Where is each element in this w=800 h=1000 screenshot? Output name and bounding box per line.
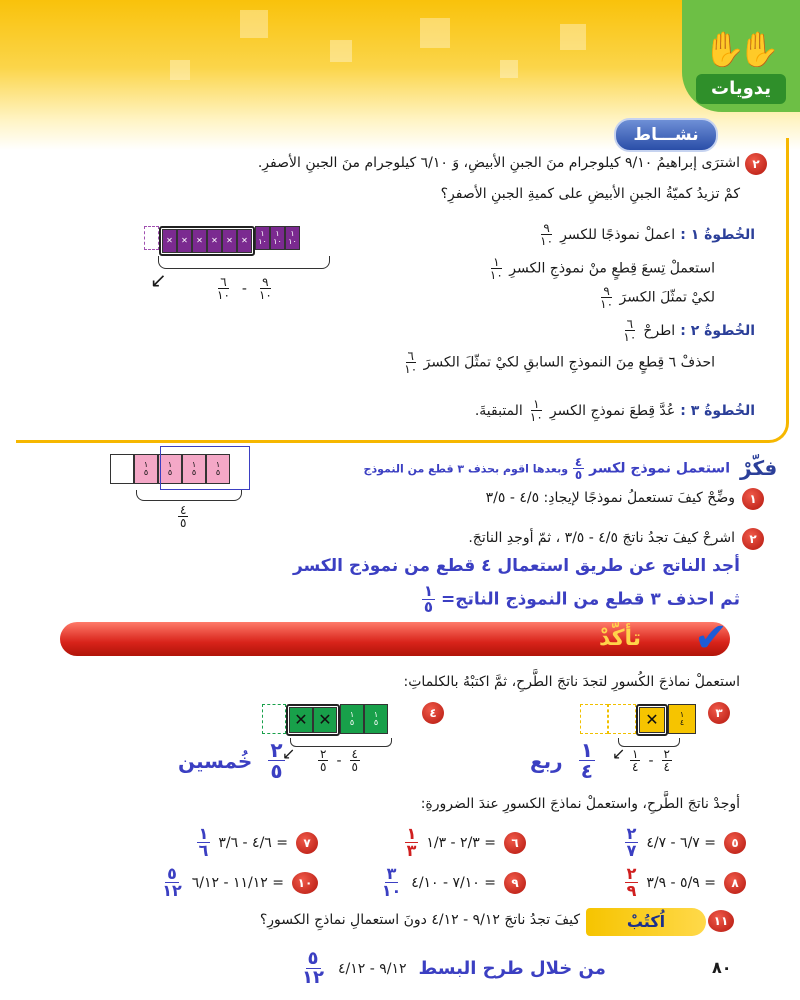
think-q1-badge: ١ <box>742 488 764 510</box>
ex4-expression: $\frac{٢}{٥}$ - $\frac{٤}{٥}$ <box>320 747 358 774</box>
step-3-heading: الخُطوةُ ٣ : عُدَّ قِطعَ نموذجِ الكسرِ $\frac{١}{١٠}$ المتبقيةَ. <box>474 397 755 424</box>
think-q1: وضِّحْ كيفَ تستعملُ نموذجًا لإيجادِ: ٤/٥ - ٣/٥ <box>485 490 735 506</box>
problem-line-2: كمْ تزيدُ كميّةُ الجبنِ الأبيضِ على كميةِ الجبنِ الأصفرِ؟ <box>440 186 740 202</box>
fifths-brace-fraction: $\frac{٤}{٥}$ <box>180 503 187 530</box>
fifths2-empty-cell <box>262 704 286 734</box>
ex4-answer: خُمسين $\frac{٢}{٥}$ <box>178 738 283 783</box>
exercise-7: ٧ ٤/٦ - ٣/٦ = $\frac{١}{٦}$ <box>168 826 318 859</box>
exercise-8: ٨ ٥/٩ - ٣/٩ = $\frac{٢}{٩}$ <box>566 866 746 899</box>
exercise-9: ٩ ٧/١٠ - ٤/١٠ = $\frac{٣}{١٠}$ <box>356 866 526 899</box>
tenths-crossed-cell: ✕ <box>162 229 177 253</box>
tenths-brace <box>158 256 330 269</box>
arrow-icon: ↙ <box>150 268 167 292</box>
step-2-desc-fraction: $\frac{٦}{١٠}$ <box>404 349 418 376</box>
tenths-crossed-cell: ✕ <box>192 229 207 253</box>
tenths-crossed-cell: ✕ <box>222 229 237 253</box>
ex3-brace <box>618 738 680 747</box>
problem-badge: ٢ <box>745 153 767 175</box>
fifths-cell: ١ ٥ <box>182 454 206 484</box>
activity-label: نشـــاط <box>614 118 718 152</box>
ex3-answer: ربع $\frac{١}{٤}$ <box>530 738 593 783</box>
instruction-2: أوجدْ ناتجَ الطَّرحِ، واستعملْ نماذجَ الكسورِ عندَ الضرورةِ: <box>420 796 740 812</box>
tenths-remaining-cell: ١ ١٠ <box>285 226 300 250</box>
tenths-remaining-cell: ١ ١٠ <box>255 226 270 250</box>
step-2-fraction: $\frac{٦}{١٠}$ <box>623 317 637 344</box>
quarters-cell: ١ ٤ <box>668 704 696 734</box>
ex4-brace <box>290 738 392 747</box>
step-1-text: اعملْ نموذجًا للكسرِ <box>560 227 676 243</box>
fifths2-removed-group <box>286 704 340 736</box>
tenths-crossed-cell: ✕ <box>177 229 192 253</box>
fifths-brace <box>136 490 242 501</box>
tenths-expression: $\frac{٦}{١٠}$ - $\frac{٩}{١٠}$ <box>217 275 272 302</box>
step-1-desc-1-fraction: $\frac{١}{١٠}$ <box>489 255 503 282</box>
confirm-label: تأكّدْ <box>598 626 642 651</box>
think-q2-badge: ٢ <box>742 528 764 550</box>
exercise-10: ١٠ ١١/١٢ - ٦/١٢ = $\frac{٥}{١٢}$ <box>136 866 318 899</box>
fifths2-crossed-cell: ✕ <box>313 707 337 733</box>
quarters-empty-cell <box>580 704 608 734</box>
note-fraction: $\frac{٤}{٥}$ <box>574 455 583 482</box>
step-1-desc-1: استعملْ تِسعَ قِطعٍ منْ نموذجِ الكسرِ $\frac{١}{١٠}$ <box>489 255 715 282</box>
think-label: فكّرْ <box>740 456 778 480</box>
problem-line-1: اشترَى إبراهيمُ ٩/١٠ كيلوجرام منَ الجبنِ الأبيضِ، وَ ٦/١٠ كيلوجرام منَ الجبنِ الأصفرِ. <box>257 155 740 171</box>
tenths-model <box>144 226 300 256</box>
tenths-crossed-cell: ✕ <box>207 229 222 253</box>
quarters-model <box>580 704 696 736</box>
step-2-heading: الخُطوةُ ٢ : اطرحْ $\frac{٦}{١٠}$ <box>623 317 755 344</box>
fifths-model-2 <box>262 704 388 736</box>
tenths-removed-group <box>159 226 255 256</box>
confirm-instruction: استعملْ نماذجَ الكُسورِ لتجدَ ناتجَ الطَّرحِ، ثمَّ اكتبْهُ بالكلماتِ: <box>403 674 740 690</box>
fifths-cell: ١ ٥ <box>206 454 230 484</box>
think-answer-line-1: أجد الناتج عن طريق استعمال ٤ قطع من نموذج الكسر <box>292 556 740 576</box>
checkmark-icon: ✔ <box>694 615 728 661</box>
ex4-badge: ٤ <box>422 702 444 724</box>
manipulatives-label: يدويات <box>696 74 786 104</box>
arrow-icon: ↙ <box>612 744 626 763</box>
write-badge: ١١ <box>708 910 734 932</box>
tenths-remaining-cell: ١ ١٠ <box>270 226 285 250</box>
ex3-expression: $\frac{١}{٤}$ - $\frac{٢}{٤}$ <box>632 747 670 774</box>
think-answer-line-2: ثم احذف ٣ قطع من النموذج الناتج= $\frac{١}{٥}$ <box>423 582 740 616</box>
fifths-empty-cell <box>110 454 134 484</box>
fifths-selection-box <box>160 446 250 490</box>
exercise-6: ٦ ٢/٣ - ١/٣ = $\frac{١}{٣}$ <box>376 826 526 859</box>
page-number: ٨٠ <box>712 958 732 977</box>
hands-icon: ✋✋ <box>703 30 772 70</box>
step-2-desc: احذفْ ٦ قِطعٍ مِنَ النموذجِ السابقِ لكيْ تمثّلَ الكسرَ $\frac{٦}{١٠}$ <box>404 349 715 376</box>
think-answer-fraction: $\frac{١}{٥}$ <box>423 582 434 616</box>
exercise-5: ٥ ٦/٧ - ٤/٧ = $\frac{٢}{٧}$ <box>566 826 746 859</box>
fifths2-crossed-cell: ✕ <box>289 707 313 733</box>
step-1-desc-2: لكيْ تمثّلَ الكسرَ $\frac{٩}{١٠}$ <box>600 284 715 311</box>
write-answer: من خلال طرح البسط ٩/١٢ - ٤/١٢ $\frac{٥}{١٢}$ <box>302 948 606 988</box>
tenths-empty-cell <box>144 226 159 250</box>
tenths-crossed-cell: ✕ <box>237 229 252 253</box>
write-label: اُكتُبْ <box>586 908 706 936</box>
fifths-cell: ١ ٥ <box>158 454 182 484</box>
arrow-icon: ↙ <box>282 744 296 763</box>
quarters-empty-cell <box>608 704 636 734</box>
step-1-desc-2-fraction: $\frac{٩}{١٠}$ <box>600 284 614 311</box>
fifths2-cell: ١ ٥ <box>340 704 364 734</box>
step-1-fraction: $\frac{٩}{١٠}$ <box>540 221 554 248</box>
quarters-removed-group <box>636 704 668 736</box>
fifths2-cell: ١ ٥ <box>364 704 388 734</box>
write-question: كيفَ تجدُ ناتجَ ٩/١٢ - ٤/١٢ دونَ استعمالِ نماذجِ الكسورِ؟ <box>259 912 580 928</box>
expr-fraction: $\frac{٩}{١٠}$ <box>258 275 272 302</box>
step-1-label: الخُطوةُ ١ : <box>680 227 755 243</box>
fifths-cell: ١ ٥ <box>134 454 158 484</box>
quarters-crossed-cell: ✕ <box>639 707 665 733</box>
expr-fraction: $\frac{٦}{١٠}$ <box>217 275 230 302</box>
step-3-fraction: $\frac{١}{١٠}$ <box>529 397 543 424</box>
ex3-badge: ٣ <box>708 702 730 724</box>
think-handwritten-note: استعمل نموذج لكسر $\frac{٤}{٥}$ وبعدها اقوم بحذف ٣ قطع من النموذج <box>363 455 730 482</box>
step-1-heading <box>400 222 755 247</box>
think-q2: اشرحْ كيفَ تجدُ ناتجَ ٤/٥ - ٣/٥ ، ثمّ أوجدِ الناتجَ. <box>468 530 735 546</box>
